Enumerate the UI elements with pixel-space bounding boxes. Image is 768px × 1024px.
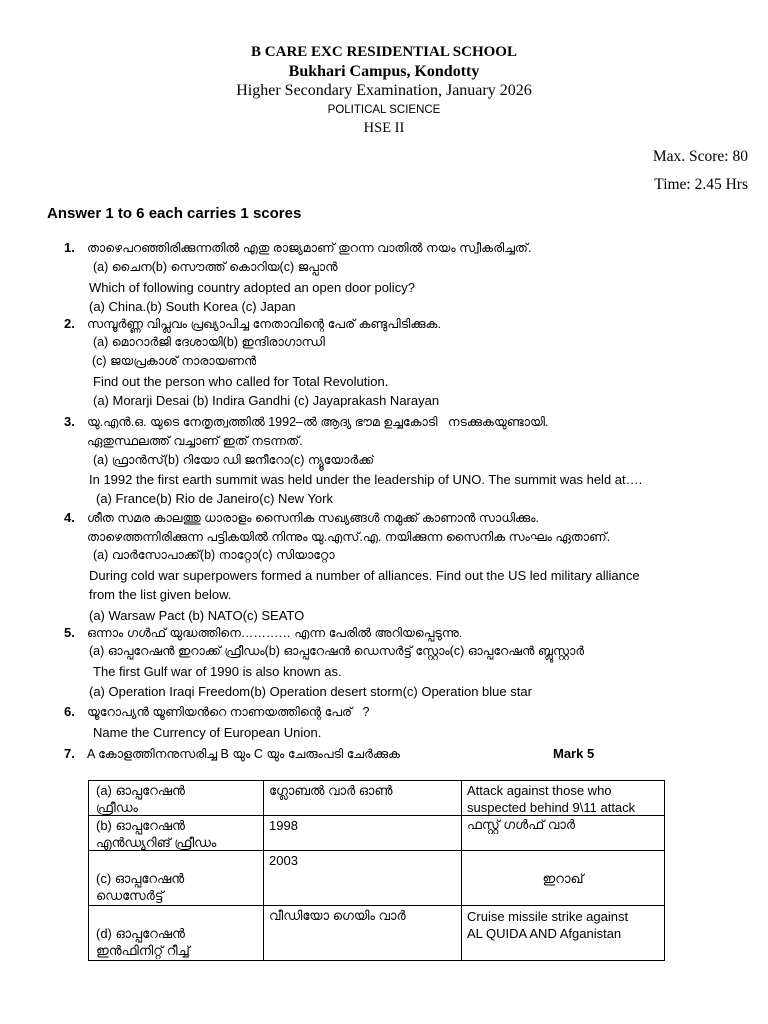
question-number: 5.: [64, 625, 75, 640]
exam-title: Higher Secondary Examination, January 2026: [236, 82, 532, 99]
options-malayalam: (a) മൊറാർജി ദേശായി(b) ഇന്ദിരാഗാന്ധി: [93, 335, 325, 349]
question-number: 4.: [64, 510, 75, 525]
question-text-english: Find out the person who called for Total Revolution.: [93, 374, 389, 389]
table-cell: [462, 816, 665, 851]
question-number: 3.: [64, 414, 75, 429]
section-heading: Answer 1 to 6 each carries 1 scores: [47, 205, 302, 222]
cell-line: (b) ഓപ്പറേഷൻ: [96, 818, 185, 833]
question-text-malayalam: താഴെത്തന്നിരിക്കുന്ന പട്ടികയിൽ നിന്നും യു.എസ്.എ. നയിക്കുന്ന സൈനിക സംഘം ഏതാണ്.: [87, 530, 611, 544]
campus-name: Bukhari Campus, Kondotty: [288, 63, 480, 80]
cell-line: വീഡിയോ ഗെയിം വാർ: [269, 908, 406, 923]
cell-line: ഗ്ലോബൽ വാർ ഓൺ: [269, 783, 393, 798]
table-cell: [264, 816, 462, 851]
cell-line: ഇൻഫിനിറ്റ് റീച്ച്: [96, 943, 190, 958]
question-text-malayalam: യൂറോപ്യൻ യൂണിയൻറെ നാണയത്തിന്റെ പേര് ?: [87, 705, 370, 719]
cell-line: 1998: [269, 818, 298, 833]
table-cell: [89, 781, 264, 816]
cell-line: ഇറാഖ്: [542, 870, 584, 886]
class-name: HSE II: [363, 120, 405, 136]
question-text-malayalam: യു.എൻ.ഒ. യുടെ നേതൃത്വത്തിൽ 1992–ൽ ആദ്യ ഭൗമ ഉച്ചകോടി നടക്കുകയുണ്ടായി.: [87, 415, 549, 429]
question-text-malayalam: സമ്പൂർണ്ണ വിപ്ലവം പ്രഖ്യാപിച്ച നേതാവിന്റെ പേര് കണ്ടുപിടിക്കുക.: [87, 317, 441, 331]
options-malayalam: (a) ഫ്രാൻസ്(b) റിയോ ഡി ജനീറോ(c) ന്യൂയോർക്ക്: [93, 453, 375, 467]
question-number: 6.: [64, 704, 75, 719]
table-cell: [89, 816, 264, 851]
max-score: Max. Score: 80: [652, 148, 748, 165]
cell-line: എൻഡ്യൂറിങ് ഫ്രീഡം: [96, 835, 217, 850]
mark-label: Mark 5: [553, 746, 595, 761]
match-table: [88, 780, 665, 961]
cell-line: ഫസ്റ്റ് ഗൾഫ് വാർ: [467, 817, 575, 832]
table-cell: [89, 906, 264, 961]
question-text-english: The first Gulf war of 1990 is also known as.: [93, 664, 342, 679]
options-malayalam: (a) ഓപ്പറേഷൻ ഇറാക്ക് ഫ്രീഡം(b) ഓപ്പറേഷൻ ഡെസർട്ട് സ്റ്റോം(c) ഓപ്പറേഷൻ ബ്ലൂസ്റ്റാർ: [89, 644, 585, 658]
subject-name: POLITICAL SCIENCE: [327, 104, 441, 116]
question-text-malayalam: ഒന്നാം ഗൾഫ് യുദ്ധത്തിനെ………… എന്ന പേരിൽ അറിയപ്പെടുന്നു.: [87, 626, 463, 640]
cell-line: 2003: [269, 853, 298, 868]
table-cell: [462, 781, 665, 816]
question-text-english: from the list given below.: [89, 587, 232, 602]
options-english: (a) France(b) Rio de Janeiro(c) New York: [96, 491, 333, 506]
table-cell: [264, 906, 462, 961]
cell-line: (d) ഓപ്പറേഷൻ: [96, 926, 185, 941]
table-cell: [462, 906, 665, 961]
question-text-malayalam: ശീത സമര കാലത്തു ധാരാളം സൈനിക സഖ്യങ്ങൾ നമുക്ക് കാണാൻ സാധിക്കും.: [87, 511, 539, 525]
table-cell: [89, 851, 264, 906]
question-text-malayalam: ഏതുസ്ഥലത്ത് വച്ചാണ് ഇത് നടന്നത്.: [87, 434, 303, 448]
table-cell: [462, 851, 665, 906]
school-name: B CARE EXC RESIDENTIAL SCHOOL: [251, 44, 517, 60]
cell-line: Attack against those who: [467, 783, 612, 798]
question-number: 2.: [64, 316, 75, 331]
options-malayalam: (a) ചൈന(b) സൌത്ത് കൊറിയ(c) ജപ്പാൻ: [93, 260, 338, 274]
exam-duration: Time: 2.45 Hrs: [654, 176, 748, 193]
cell-line: (c) ഓപ്പറേഷൻ: [96, 871, 185, 886]
cell-line: Cruise missile strike against: [467, 909, 629, 924]
options-malayalam: (a) വാർസോപാക്ക്(b) നാറ്റോ(c) സിയാറ്റോ: [93, 548, 335, 562]
cell-line: ഫ്രീഡം: [96, 800, 138, 815]
match-instruction: A കോളത്തിനനുസരിച്ച B യും C യും ചേരുംപടി ചേർക്കുക: [87, 747, 400, 761]
question-number: 1.: [64, 240, 75, 255]
question-text-english: In 1992 the first earth summit was held under the leadership of UNO. The summit was held at….: [89, 472, 643, 487]
table-cell: [264, 851, 462, 906]
options-english: (a) Warsaw Pact (b) NATO(c) SEATO: [89, 608, 305, 623]
question-number: 7.: [64, 746, 75, 761]
cell-line: (a) ഓപ്പറേഷൻ: [96, 783, 185, 798]
options-english: (a) China.(b) South Korea (c) Japan: [89, 299, 296, 314]
options-english: (a) Morarji Desai (b) Indira Gandhi (c) Jayaprakash Narayan: [93, 393, 440, 408]
cell-line: AL QUIDA AND Afganistan: [467, 926, 622, 941]
question-text-english: During cold war superpowers formed a number of alliances. Find out the US led military alliance: [89, 568, 640, 583]
question-text-english: Name the Currency of European Union.: [93, 725, 322, 740]
question-text-malayalam: താഴെപറഞ്ഞിരിക്കുന്നതിൽ എതു രാജ്യമാണ് തുറന്ന വാതിൽ നയം സ്വീകരിച്ചത്.: [87, 241, 532, 255]
cell-line: ഡെസേർട്ട്: [96, 888, 164, 903]
table-cell: [264, 781, 462, 816]
cell-line: suspected behind 9\11 attack: [467, 800, 636, 815]
question-text-english: Which of following country adopted an open door policy?: [89, 280, 415, 295]
options-malayalam: (c) ജയപ്രകാശ് നാരായണൻ: [92, 354, 257, 368]
options-english: (a) Operation Iraqi Freedom(b) Operation desert storm(c) Operation blue star: [89, 684, 532, 699]
